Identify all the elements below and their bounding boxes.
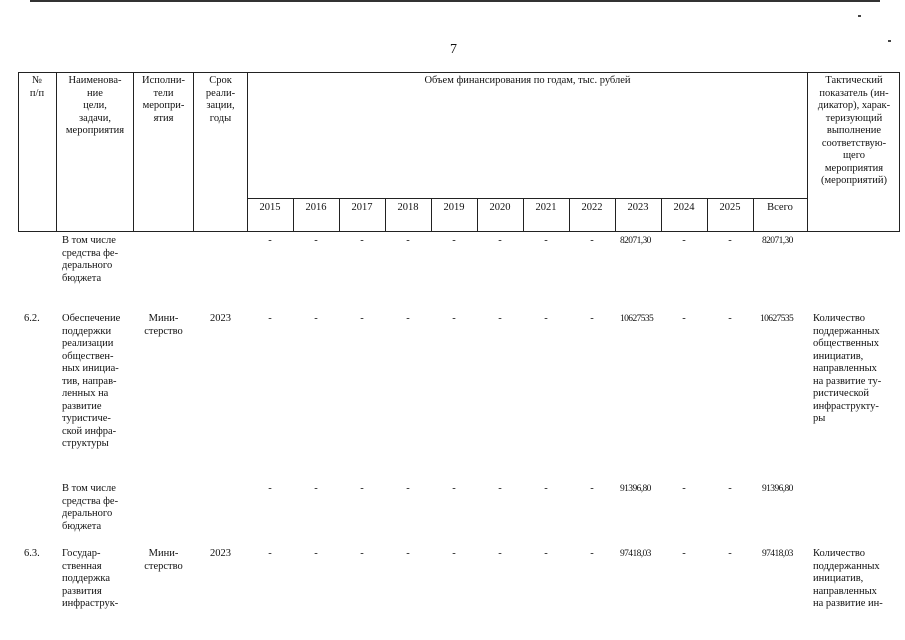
page-number: 7: [450, 42, 457, 57]
value-cell: -: [360, 483, 364, 494]
row-indicator: Количество поддержанных инициатив, направленных на развитие ин-: [813, 548, 883, 609]
year-header: 2019: [443, 202, 465, 213]
header-indicator: Тактический показатель (ин- дикатор), харак- теризующий выполнение соответствую- щего мероприятия (мероприятий): [817, 75, 891, 186]
row-name: В том числе средства фе- дерального бюджета: [62, 235, 119, 284]
value-cell: -: [728, 548, 732, 559]
value-cell: -: [498, 548, 502, 559]
year-header: 2021: [535, 202, 557, 213]
value-cell: -: [544, 235, 548, 246]
value-cell: 97418,03: [762, 549, 793, 559]
value-cell: 91396,80: [620, 484, 651, 494]
value-cell: -: [590, 313, 594, 324]
value-cell: 82071,30: [620, 236, 651, 246]
row-indicator: Количество поддержанных общественных инициатив, направленных на развитие ту- ристической инфраструкту- ры: [813, 313, 882, 424]
header-executors: Исполни- тели меропри- ятия: [142, 75, 185, 124]
value-cell: -: [590, 235, 594, 246]
scan-mark: [888, 40, 891, 42]
value-cell: -: [268, 235, 272, 246]
header-name: Наименова- ние цели, задачи, мероприятия: [65, 75, 125, 136]
value-cell: -: [544, 548, 548, 559]
value-cell: -: [268, 483, 272, 494]
value-cell: -: [268, 313, 272, 324]
row-term: 2023: [210, 313, 231, 324]
year-header: 2025: [719, 202, 741, 213]
row-number: 6.3.: [24, 548, 40, 559]
year-header: 2024: [673, 202, 695, 213]
year-header: 2022: [581, 202, 603, 213]
value-cell: -: [452, 548, 456, 559]
year-header: 2016: [305, 202, 327, 213]
value-cell: -: [498, 235, 502, 246]
year-header: 2015: [259, 202, 281, 213]
top-border-line: [30, 0, 880, 2]
row-term: 2023: [210, 548, 231, 559]
year-header: 2023: [627, 202, 649, 213]
header-term: Срок реали- зации, годы: [205, 75, 236, 124]
value-cell: -: [406, 313, 410, 324]
row-executor: Мини- стерство: [144, 313, 183, 337]
value-cell: -: [682, 313, 686, 324]
value-cell: -: [314, 235, 318, 246]
value-cell: 82071,30: [762, 236, 793, 246]
row-name: Государ- ственная поддержка развития инфраструк-: [62, 548, 119, 609]
value-cell: -: [728, 235, 732, 246]
year-header: Всего: [767, 202, 793, 213]
value-cell: -: [360, 235, 364, 246]
value-cell: -: [452, 313, 456, 324]
year-header: 2020: [489, 202, 511, 213]
year-header: 2017: [351, 202, 373, 213]
value-cell: -: [590, 483, 594, 494]
value-cell: -: [314, 313, 318, 324]
scan-mark: [858, 15, 861, 17]
value-cell: -: [544, 313, 548, 324]
value-cell: -: [406, 548, 410, 559]
row-executor: Мини- стерство: [144, 548, 183, 572]
value-cell: -: [314, 548, 318, 559]
value-cell: -: [314, 483, 318, 494]
value-cell: 10627535: [620, 314, 654, 324]
value-cell: -: [590, 548, 594, 559]
value-cell: 91396,80: [762, 484, 793, 494]
value-cell: -: [544, 483, 548, 494]
value-cell: 10627535: [760, 314, 794, 324]
value-cell: -: [406, 483, 410, 494]
value-cell: 97418,03: [620, 549, 651, 559]
year-header: 2018: [397, 202, 419, 213]
row-number: 6.2.: [24, 313, 40, 324]
value-cell: -: [360, 548, 364, 559]
row-name: В том числе средства фе- дерального бюджета: [62, 483, 119, 532]
value-cell: -: [728, 483, 732, 494]
value-cell: -: [682, 235, 686, 246]
value-cell: -: [406, 235, 410, 246]
value-cell: -: [452, 483, 456, 494]
value-cell: -: [498, 483, 502, 494]
value-cell: -: [682, 483, 686, 494]
value-cell: -: [682, 548, 686, 559]
value-cell: -: [268, 548, 272, 559]
row-name: Обеспечение поддержки реализации обществен- ных инициа- тив, направ- ленных на развитие туристиче- ской инфра- структуры: [62, 313, 121, 449]
value-cell: -: [452, 235, 456, 246]
header-num: № п/п: [29, 75, 45, 99]
value-cell: -: [728, 313, 732, 324]
header-funding: Объем финансирования по годам, тыс. рублей: [424, 75, 631, 86]
value-cell: -: [360, 313, 364, 324]
value-cell: -: [498, 313, 502, 324]
